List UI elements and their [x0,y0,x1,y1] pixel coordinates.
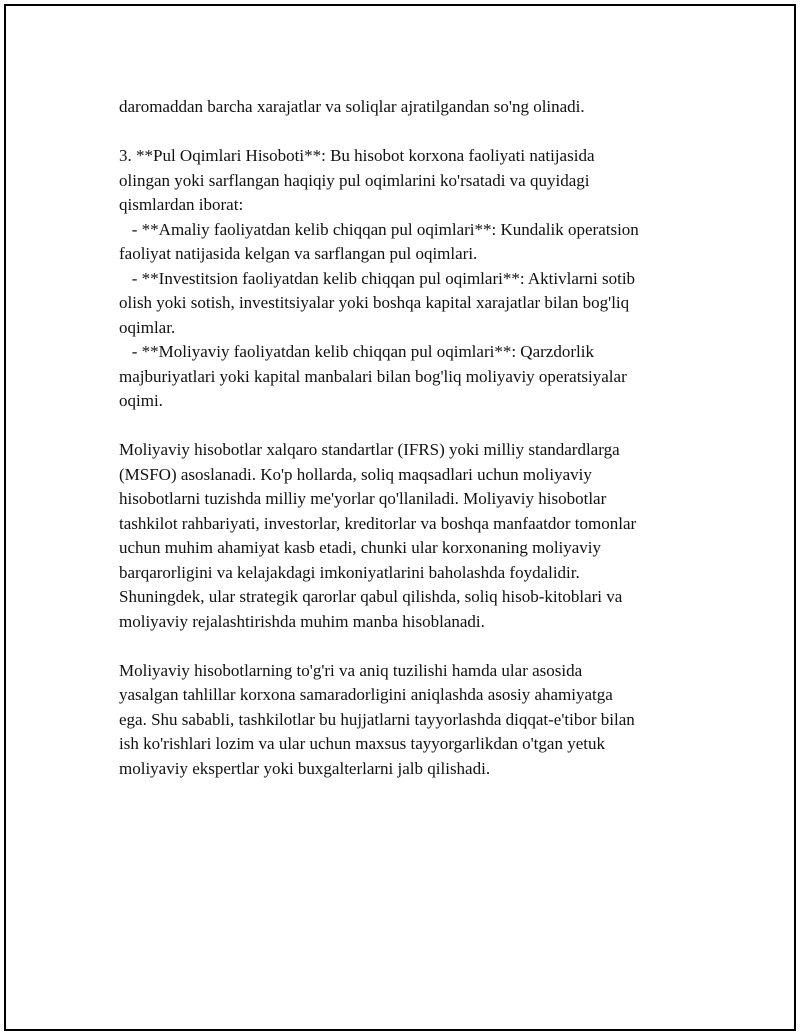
paragraph-standards [119,438,719,634]
document-page [4,4,796,1031]
text-line: oqimi. [119,391,163,410]
text-line: 3. **Pul Oqimlari Hisoboti**: Bu hisobot korxona faoliyati natijasida [119,146,595,165]
list-item-line: - **Moliyaviy faoliyatdan kelib chiqqan pul oqimlari**: Qarzdorlik [119,342,594,361]
list-item-line: - **Investitsion faoliyatdan kelib chiqqan pul oqimlari**: Aktivlarni sotib [119,268,636,288]
text-line: hisobotlarni tuzishda milliy me'yorlar qo'llaniladi. Moliyaviy hisobotlar [119,489,607,508]
paragraph-continuation [119,95,719,120]
text-line: Moliyaviy hisobotlar xalqaro standartlar (IFRS) yoki milliy standardlarga [119,440,620,459]
text-line: ish ko'rishlari lozim va ular uchun maxsus tayyorgarlikdan o'tgan yetuk [119,734,605,753]
text-line: yasalgan tahlillar korxona samaradorligini aniqlashda asosiy ahamiyatga [119,685,613,704]
paragraph-spacer [119,120,719,145]
text-line: olish yoki sotish, investitsiyalar yoki boshqa kapital xarajatlar bilan bog'liq [119,293,630,312]
text-line: Shuningdek, ular strategik qarorlar qabul qilishda, soliq hisob-kitoblari va [119,587,623,606]
text-line: daromaddan barcha xarajatlar va soliqlar ajratilgandan so'ng olinadi. [119,97,585,116]
text-line: ega. Shu sababli, tashkilotlar bu hujjatlarni tayyorlashda diqqat-e'tibor bilan [119,709,635,729]
paragraph-conclusion [119,659,719,782]
text-line: tashkilot rahbariyati, investorlar, kreditorlar va boshqa manfaatdor tomonlar [119,513,637,533]
list-item-line: - **Amaliy faoliyatdan kelib chiqqan pul oqimlari**: Kundalik operatsion [119,219,639,239]
text-line: (MSFO) asoslanadi. Ko'p hollarda, soliq maqsadlari uchun moliyaviy [119,464,592,484]
paragraph-spacer [119,414,719,439]
text-line: majburiyatlari yoki kapital manbalari bilan bog'liq moliyaviy operatsiyalar [119,366,627,386]
text-line: Moliyaviy hisobotlarning to'g'ri va aniq tuzilishi hamda ular asosida [119,660,583,680]
text-line: qismlardan iborat: [119,195,244,214]
document-body [119,95,719,781]
text-line: uchun muhim ahamiyat kasb etadi, chunki ular korxonaning moliyaviy [119,538,602,557]
text-line: moliyaviy ekspertlar yoki buxgalterlarni jalb qilishadi. [119,758,491,778]
text-line: faoliyat natijasida kelgan va sarflangan pul oqimlari. [119,244,478,263]
text-line: oqimlar. [119,317,176,337]
text-line: barqarorligini va kelajakdagi imkoniyatlarini baholashda foydalidir. [119,562,580,582]
paragraph-cash-flow-statement [119,144,719,414]
text-line: moliyaviy rejalashtirishda muhim manba hisoblanadi. [119,611,485,631]
text-line: olingan yoki sarflangan haqiqiy pul oqimlarini ko'rsatadi va quyidagi [119,170,590,190]
paragraph-spacer [119,634,719,659]
